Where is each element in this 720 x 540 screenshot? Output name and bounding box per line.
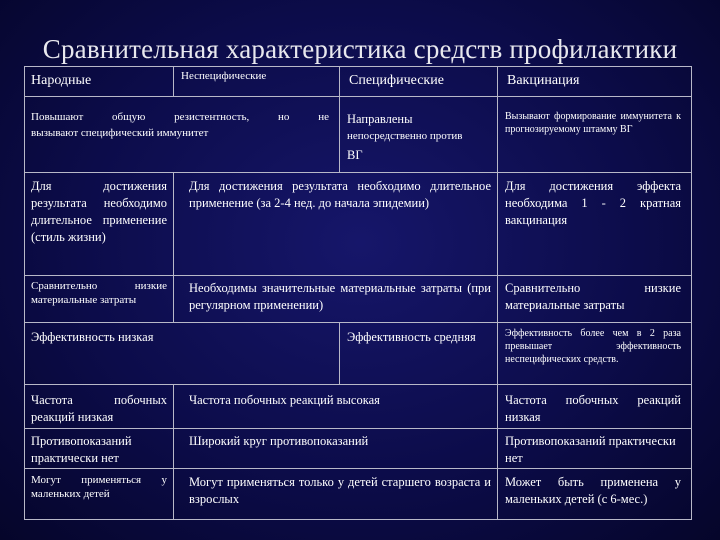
row-divider [25, 384, 691, 385]
cell-purpose-vaccination: Вызывают формирование иммунитета к прогнозируемому штамму ВГ [505, 111, 681, 135]
cell-side-effects-vaccination: Частота побочных реакций низкая [505, 393, 681, 424]
cell-contraindications-nonspecific: Широкий круг противопоказаний [189, 434, 369, 448]
column-divider [497, 67, 498, 519]
header-folk: Народные [31, 73, 92, 88]
row-divider [25, 428, 691, 429]
comparison-table [24, 66, 692, 520]
row-divider [25, 172, 691, 173]
column-divider [339, 322, 340, 384]
cell-duration-nonspecific: Для достижения результата необходимо длительное применение (за 2-4 нед. до начала эпидемии) [189, 179, 491, 210]
slide-title: Сравнительная характеристика средств профилактики [42, 34, 678, 64]
row-divider [25, 322, 691, 323]
cell-costs-nonspecific: Необходимы значительные материальные затраты (при регулярном применении) [189, 281, 491, 312]
cell-purpose-specific-line3: ВГ [347, 148, 363, 162]
header-specific: Специфические [349, 73, 444, 88]
cell-side-effects-nonspecific: Частота побочных реакций высокая [189, 393, 380, 407]
cell-efficiency-medium: Эффективность средняя [347, 330, 476, 344]
column-divider [173, 67, 174, 96]
column-divider [173, 384, 174, 519]
column-divider [339, 96, 340, 172]
cell-costs-vaccination: Сравнительно низкие материальные затраты [505, 281, 681, 312]
cell-children-folk: Могут применяться у маленьких детей [31, 474, 167, 500]
column-divider [339, 67, 340, 96]
cell-contraindications-vaccination: Противопоказаний практически нет [505, 434, 676, 465]
cell-purpose-nonspecific-line2: вызывают специфический иммунитет [31, 127, 209, 139]
cell-purpose-specific-line2: непосредственно против [347, 130, 463, 142]
cell-purpose-specific-line1: Направлены [347, 112, 413, 126]
cell-contraindications-folk: Противопоказаний практически нет [31, 434, 132, 465]
row-divider [25, 96, 691, 97]
cell-duration-vaccination: Для достижения эффекта необходима 1 - 2 кратная вакцинация [505, 179, 681, 227]
column-divider [173, 172, 174, 322]
cell-duration-folk: Для достижения результата необходимо длительное применение (стиль жизни) [31, 179, 167, 244]
cell-purpose-nonspecific-line1: Повышают общую резистентность, но не [31, 111, 329, 123]
header-vaccination: Вакцинация [507, 73, 580, 88]
cell-costs-folk: Сравнительно низкие материальные затраты [31, 280, 167, 306]
row-divider [25, 275, 691, 276]
cell-efficiency-vaccination: Эффективность более чем в 2 раза превышает эффективность неспецифических средств. [505, 328, 681, 365]
row-divider [25, 468, 691, 469]
cell-efficiency-low: Эффективность низкая [31, 330, 154, 344]
cell-children-nonspecific: Могут применяться только у детей старшего возраста и взрослых [189, 475, 491, 506]
cell-side-effects-folk: Частота побочных реакций низкая [31, 393, 167, 424]
header-nonspecific: Неспецифические [181, 70, 267, 82]
cell-children-vaccination: Может быть применена у маленьких детей (с 6-мес.) [505, 475, 681, 506]
